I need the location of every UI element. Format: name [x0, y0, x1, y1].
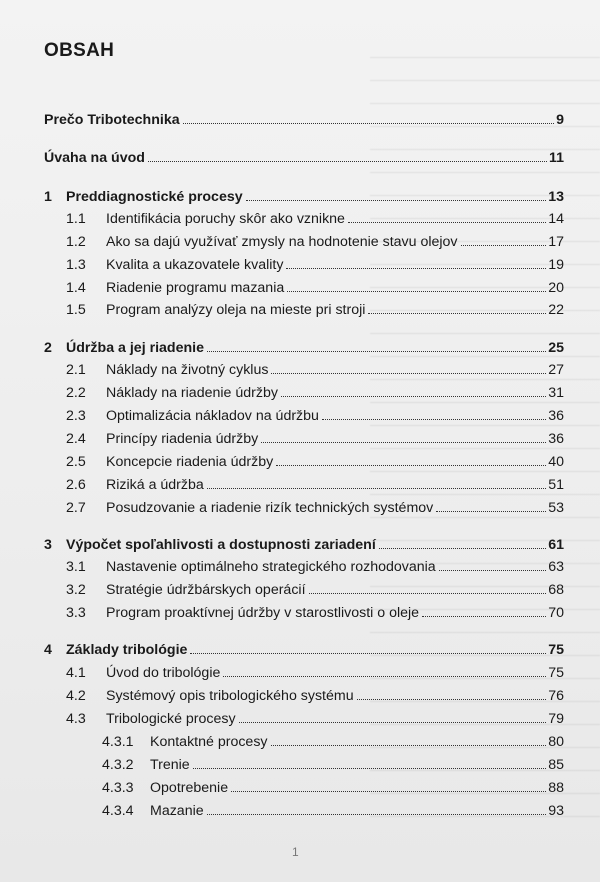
toc-entry-number: 4.3.4: [102, 803, 134, 819]
dot-leader: [368, 312, 546, 314]
dot-leader: [223, 675, 546, 677]
toc-entry-page: 13: [548, 189, 564, 205]
toc-entry-page: 80: [548, 734, 564, 750]
toc-entry-number: 4.2: [66, 688, 86, 704]
toc-entry-page: 17: [548, 234, 564, 250]
toc-entry-label: Prečo Tribotechnika: [44, 112, 180, 128]
dot-leader: [271, 372, 546, 374]
dot-leader: [379, 547, 546, 549]
toc-entry-number: 1: [44, 189, 52, 205]
toc-entry-label: Údržba a jej riadenie: [66, 340, 204, 356]
toc-entry-page: 75: [548, 642, 564, 658]
toc-entry-number: 2.5: [66, 454, 86, 470]
toc-entry: [0, 496, 600, 516]
toc-entry: [0, 638, 600, 658]
toc-entry-label: Nastavenie optimálneho strategického rozhodovania: [106, 559, 436, 575]
toc-entry-page: 68: [548, 582, 564, 598]
toc-entry-page: 40: [548, 454, 564, 470]
toc-entry: [0, 207, 600, 227]
dot-leader: [357, 698, 546, 700]
toc-entry-number: 2.4: [66, 431, 86, 447]
toc-entry-number: 2.3: [66, 408, 86, 424]
dot-leader: [287, 290, 546, 292]
toc-entry-number: 3.2: [66, 582, 86, 598]
toc-entry-label: Tribologické procesy: [106, 711, 236, 727]
toc-entry-page: 36: [548, 408, 564, 424]
toc-entry: [0, 707, 600, 727]
toc-entry-number: 1.4: [66, 280, 86, 296]
toc-entry: [0, 253, 600, 273]
dot-leader: [207, 487, 546, 489]
dot-leader: [148, 160, 547, 162]
toc-entry-page: 14: [548, 211, 564, 227]
toc-entry-page: 70: [548, 605, 564, 621]
toc-entry-page: 93: [548, 803, 564, 819]
toc-entry: [0, 276, 600, 296]
toc-entry-label: Úvod do tribológie: [106, 665, 221, 681]
toc-entry: [0, 533, 600, 553]
toc-entry: [0, 753, 600, 773]
toc-entry-number: 1.2: [66, 234, 86, 250]
toc-entry-number: 3.3: [66, 605, 86, 621]
toc-entry-page: 25: [548, 340, 564, 356]
toc-entry-label: Základy tribológie: [66, 642, 188, 658]
toc-entry-number: 2.7: [66, 500, 86, 516]
toc-entry-label: Kvalita a ukazovatele kvality: [106, 257, 284, 273]
toc-entry-page: 63: [548, 559, 564, 575]
toc-entry-page: 11: [549, 150, 564, 166]
toc-entry-page: 36: [548, 431, 564, 447]
toc-title: OBSAH: [44, 40, 115, 61]
dot-leader: [276, 464, 546, 466]
toc-entry: [0, 427, 600, 447]
dot-leader: [231, 790, 546, 792]
dot-leader: [348, 221, 546, 223]
toc-entry-number: 1.1: [66, 211, 86, 227]
dot-leader: [281, 395, 546, 397]
dot-leader: [461, 244, 546, 246]
toc-entry: [0, 146, 600, 166]
toc-entry: [0, 601, 600, 621]
toc-entry-number: 4: [44, 642, 52, 658]
toc-entry-page: 19: [548, 257, 564, 273]
toc-entry: [0, 555, 600, 575]
toc-entry-label: Náklady na životný cyklus: [106, 362, 269, 378]
toc-entry-page: 76: [548, 688, 564, 704]
toc-entry-label: Stratégie údržbárskych operácií: [106, 582, 306, 598]
toc-entry-label: Preddiagnostické procesy: [66, 189, 243, 205]
toc-entry-label: Riziká a údržba: [106, 477, 204, 493]
toc-entry: [0, 730, 600, 750]
toc-entry-label: Program analýzy oleja na mieste pri stroji: [106, 302, 366, 318]
dot-leader: [439, 569, 546, 571]
toc-entry-label: Identifikácia poruchy skôr ako vznikne: [106, 211, 345, 227]
toc-entry: [0, 358, 600, 378]
toc-entry-page: 53: [548, 500, 564, 516]
toc-entry-label: Koncepcie riadenia údržby: [106, 454, 274, 470]
toc-entry: [0, 799, 600, 819]
toc-entry-label: Úvaha na úvod: [44, 150, 145, 166]
toc-entry-label: Program proaktívnej údržby v starostlivosti o oleje: [106, 605, 420, 621]
dot-leader: [309, 592, 546, 594]
toc-entry-number: 4.3: [66, 711, 86, 727]
toc-entry-number: 4.3.3: [102, 780, 134, 796]
toc-entry-number: 2.1: [66, 362, 86, 378]
toc-entry: [0, 108, 600, 128]
toc-entry: [0, 336, 600, 356]
toc-entry: [0, 776, 600, 796]
toc-entry-label: Náklady na riadenie údržby: [106, 385, 278, 401]
toc-entry-page: 75: [548, 665, 564, 681]
toc-entry: [0, 473, 600, 493]
dot-leader: [322, 418, 546, 420]
dot-leader: [190, 652, 546, 654]
toc-entry-number: 1.5: [66, 302, 86, 318]
toc-entry: [0, 230, 600, 250]
toc-entry-page: 20: [548, 280, 564, 296]
dot-leader: [286, 267, 546, 269]
toc-entry-label: Trenie: [150, 757, 190, 773]
toc-entry-number: 3: [44, 537, 52, 553]
toc-entry-page: 9: [556, 112, 564, 128]
toc-entry-label: Riadenie programu mazania: [106, 280, 285, 296]
toc-entry-number: 4.3.2: [102, 757, 134, 773]
dot-leader: [207, 350, 546, 352]
dot-leader: [239, 721, 546, 723]
page-folio: 1: [292, 845, 299, 859]
toc-entry-label: Opotrebenie: [150, 780, 229, 796]
toc-entry-number: 1.3: [66, 257, 86, 273]
toc-entry-label: Ako sa dajú využívať zmysly na hodnotenie stavu olejov: [106, 234, 458, 250]
toc-entry-label: Systémový opis tribologického systému: [106, 688, 354, 704]
toc-entry: [0, 684, 600, 704]
dot-leader: [183, 122, 554, 124]
toc-entry-number: 2.6: [66, 477, 86, 493]
toc-entry-label: Výpočet spoľahlivosti a dostupnosti zariadení: [66, 537, 376, 553]
toc-entry-number: 2: [44, 340, 52, 356]
dot-leader: [261, 441, 546, 443]
toc-entry: [0, 185, 600, 205]
toc-entry-page: 61: [548, 537, 564, 553]
toc-entry: [0, 661, 600, 681]
toc-entry-page: 85: [548, 757, 564, 773]
toc-entry: [0, 298, 600, 318]
dot-leader: [246, 199, 546, 201]
toc-entry-number: 3.1: [66, 559, 86, 575]
toc-entry-label: Posudzovanie a riadenie rizík technických systémov: [106, 500, 434, 516]
toc-entry-label: Kontaktné procesy: [150, 734, 268, 750]
toc-entry-page: 79: [548, 711, 564, 727]
dot-leader: [436, 510, 546, 512]
toc-entry-number: 4.3.1: [102, 734, 134, 750]
dot-leader: [271, 744, 546, 746]
toc-entry-page: 31: [548, 385, 564, 401]
toc-entry-page: 27: [548, 362, 564, 378]
toc-entry-page: 88: [548, 780, 564, 796]
dot-leader: [193, 767, 546, 769]
toc-entry-label: Optimalizácia nákladov na údržbu: [106, 408, 319, 424]
toc-entry-number: 4.1: [66, 665, 86, 681]
toc-entry: [0, 404, 600, 424]
toc-entry-label: Princípy riadenia údržby: [106, 431, 259, 447]
dot-leader: [207, 813, 546, 815]
toc-entry-label: Mazanie: [150, 803, 204, 819]
dot-leader: [422, 615, 546, 617]
toc-entry-number: 2.2: [66, 385, 86, 401]
toc-entry-page: 22: [548, 302, 564, 318]
toc-entry: [0, 450, 600, 470]
toc-entry: [0, 381, 600, 401]
toc-entry: [0, 578, 600, 598]
toc-entry-page: 51: [548, 477, 564, 493]
